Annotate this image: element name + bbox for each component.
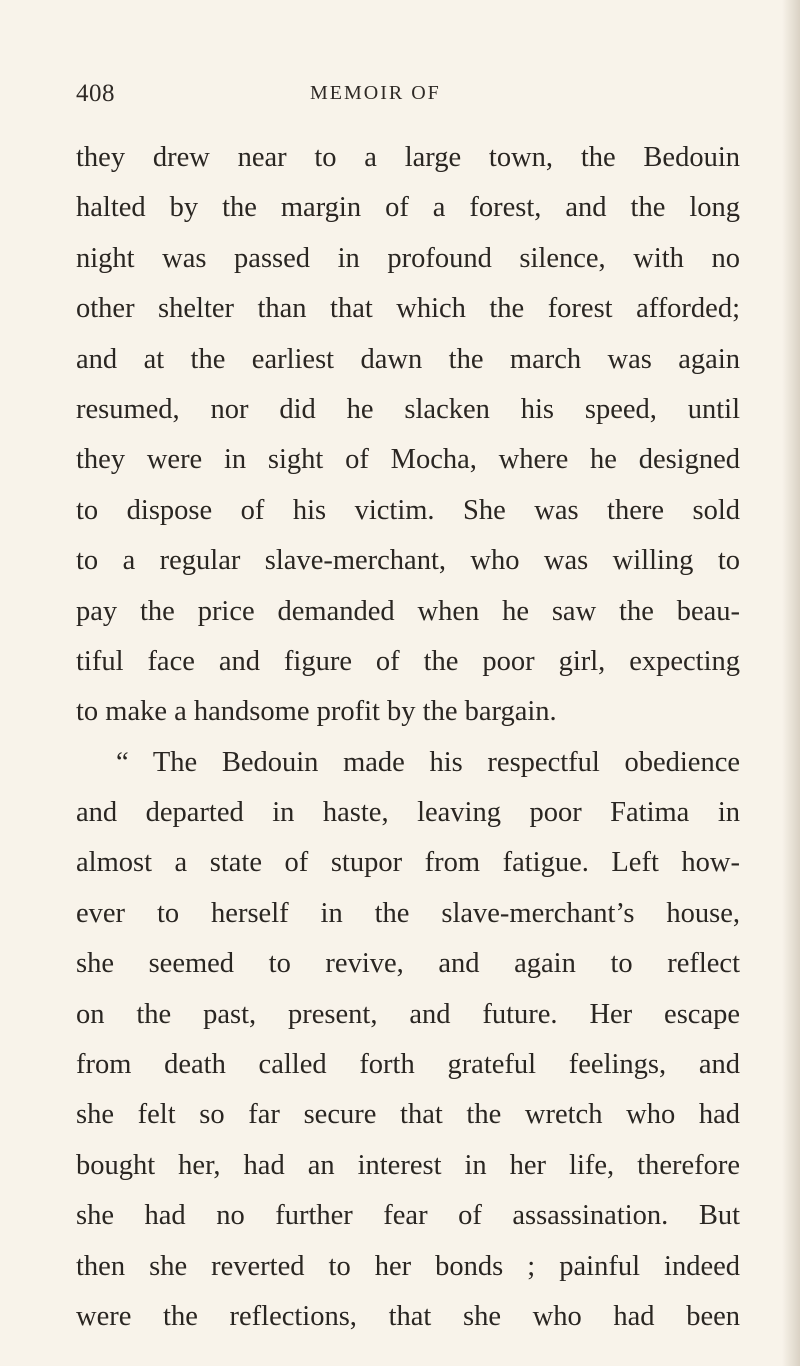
page-number: 408: [76, 80, 115, 107]
paragraph-start-line: “ The Bedouin made his respectful obedience: [116, 746, 740, 778]
paragraph-end-line: to make a handsome profit by the bargain.: [76, 696, 557, 728]
text-line: they were in sight of Mocha, where he designed: [76, 444, 740, 476]
text-line: they drew near to a large town, the Bedouin: [76, 142, 740, 173]
text-line: resumed, nor did he slacken his speed, until: [76, 393, 740, 425]
page-edge-shadow: [782, 0, 800, 1366]
text-line: she seemed to revive, and again to reflect: [76, 948, 740, 980]
text-line: halted by the margin of a forest, and the long: [76, 192, 740, 224]
text-line: almost a state of stupor from fatigue. Left how-: [76, 847, 740, 879]
running-head: [76, 80, 716, 110]
text-line: she had no further fear of assassination. But: [76, 1200, 740, 1232]
text-line: from death called forth grateful feelings, and: [76, 1049, 740, 1081]
text-line: were the reflections, that she who had been: [76, 1300, 740, 1332]
text-line: and at the earliest dawn the march was again: [76, 343, 740, 375]
text-line: to dispose of his victim. She was there sold: [76, 494, 740, 526]
text-line: and departed in haste, leaving poor Fatima in: [76, 797, 740, 829]
text-line: tiful face and figure of the poor girl, expecting: [76, 645, 740, 677]
text-line: bought her, had an interest in her life, therefore: [76, 1149, 740, 1181]
text-line: then she reverted to her bonds ; painful indeed: [76, 1250, 740, 1282]
text-line: other shelter than that which the forest afforded;: [76, 293, 740, 325]
text-line: night was passed in profound silence, with no: [76, 242, 740, 274]
text-line: she felt so far secure that the wretch who had: [76, 1099, 740, 1131]
text-line: ever to herself in the slave-merchant’s house,: [76, 897, 740, 929]
body-text: [76, 138, 740, 1347]
text-line: to a regular slave-merchant, who was willing to: [76, 545, 740, 577]
text-line: pay the price demanded when he saw the beau-: [76, 595, 740, 627]
running-title: MEMOIR OF: [310, 82, 441, 104]
text-line: on the past, present, and future. Her escape: [76, 998, 740, 1030]
